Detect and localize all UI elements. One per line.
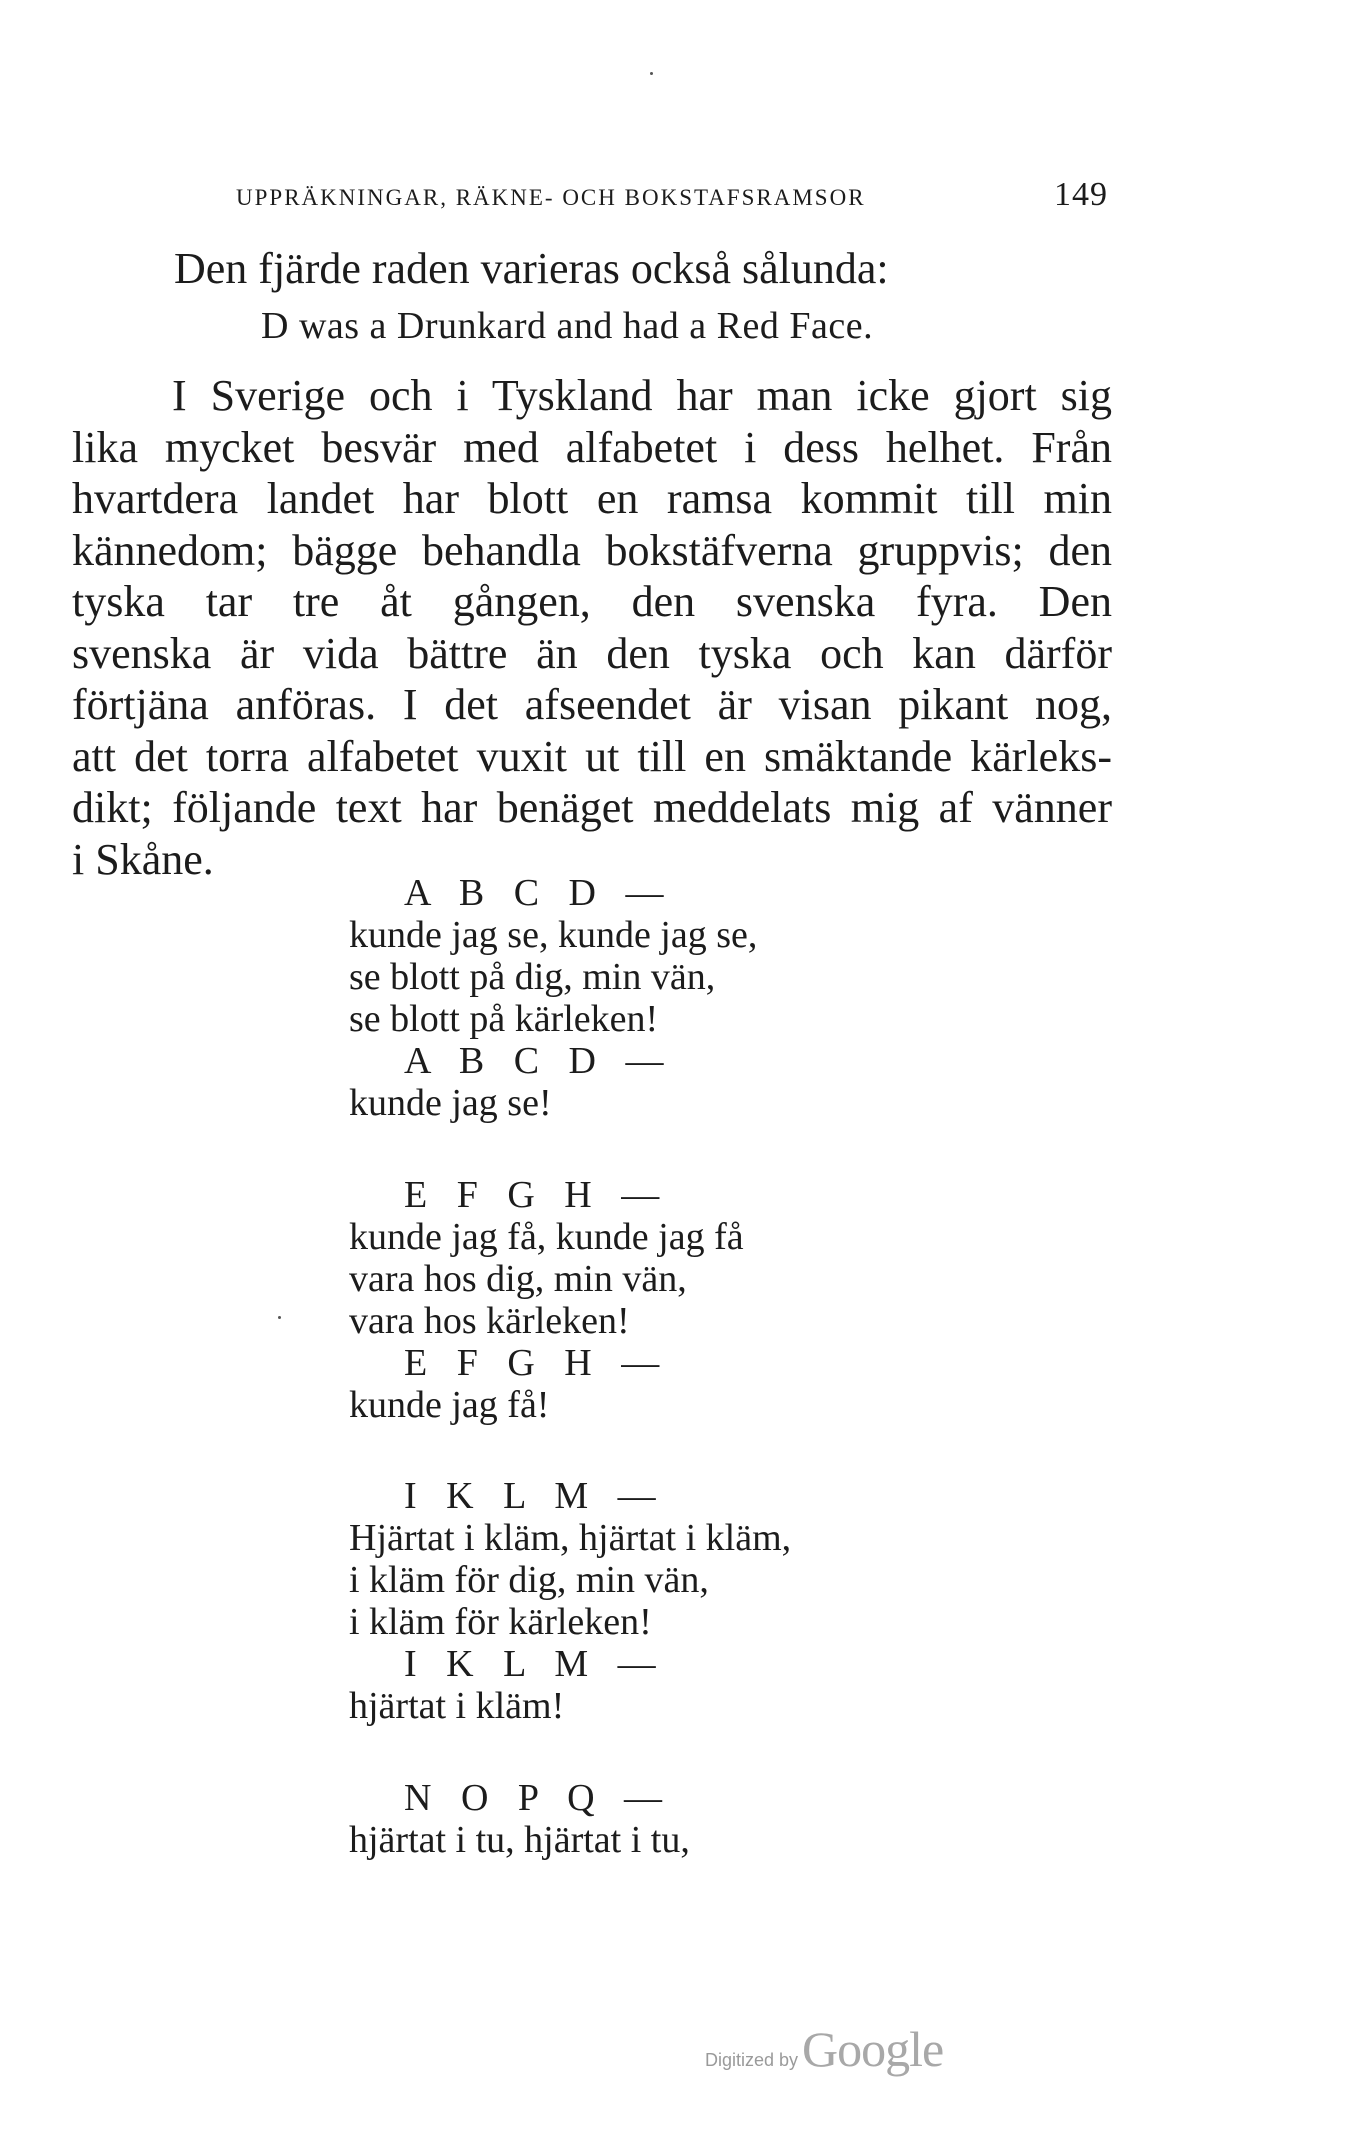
body-paragraph	[72, 370, 1112, 885]
paragraph-line: svenska är vida bättre än den tyska och kan därför	[72, 628, 1112, 678]
page-number: 149	[1054, 176, 1108, 213]
stanza-line: vara hos dig, min vän,	[349, 1258, 687, 1300]
english-example-line: D was a Drunkard and had a Red Face.	[261, 305, 874, 347]
paragraph-line: förtjäna anföras. I det afseendet är visan pikant nog,	[72, 680, 1112, 729]
google-logo: Google	[802, 2021, 944, 2077]
watermark-prefix: Digitized by	[705, 2050, 799, 2070]
paragraph-line: hvartdera landet har blott en ramsa kommit till min	[72, 474, 1112, 523]
stanza-refrain: A B C D —	[404, 1040, 674, 1082]
stanza-line: se blott på kärleken!	[349, 998, 659, 1040]
speck-mark	[650, 72, 653, 75]
stanza-line: hjärtat i tu, hjärtat i tu,	[349, 1819, 690, 1861]
running-head: UPPRÄKNINGAR, RÄKNE- OCH BOKSTAFSRAMSOR	[236, 185, 866, 210]
poem-stanza	[349, 1174, 744, 1426]
stanza-line: kunde jag se, kunde jag se,	[349, 914, 758, 956]
digitized-watermark	[705, 2020, 943, 2078]
paragraph-line: dikt; följande text har benäget meddelats mig af vänner	[72, 783, 1112, 832]
page-header	[236, 176, 1108, 220]
paragraph-line: i Skåne.	[72, 834, 214, 884]
paragraph-line: tyska tar tre åt gången, den svenska fyra. Den	[72, 577, 1112, 626]
stanza-line: i kläm för dig, min vän,	[349, 1559, 709, 1601]
stanza-refrain: I K L M —	[404, 1643, 666, 1685]
stanza-line: i kläm för kärleken!	[349, 1601, 652, 1643]
stanza-line: kunde jag se!	[349, 1082, 552, 1124]
stanza-line: vara hos kärleken!	[349, 1300, 630, 1342]
lead-line: Den fjärde raden varieras också sålunda:	[174, 244, 889, 293]
paragraph-line: I Sverige och i Tyskland har man icke gjort sig	[172, 371, 1112, 420]
stanza-refrain: I K L M —	[404, 1475, 666, 1517]
stanza-line: se blott på dig, min vän,	[349, 956, 716, 998]
speck-mark	[278, 1316, 281, 1319]
stanza-line: kunde jag få!	[349, 1384, 550, 1426]
stanza-refrain: A B C D —	[404, 872, 674, 914]
paragraph-line: lika mycket besvär med alfabetet i dess helhet. Från	[72, 422, 1112, 472]
poem-stanza	[349, 1475, 791, 1727]
poem-stanza	[349, 1777, 690, 1861]
paragraph-line: kännedom; bägge behandla bokstäfverna gruppvis; den	[72, 525, 1112, 575]
stanza-line: kunde jag få, kunde jag få	[349, 1216, 744, 1258]
stanza-line: Hjärtat i kläm, hjärtat i kläm,	[349, 1517, 792, 1559]
stanza-refrain: N O P Q —	[404, 1777, 673, 1819]
stanza-refrain: E F G H —	[404, 1174, 670, 1216]
poem-stanza	[349, 872, 757, 1124]
stanza-line: hjärtat i kläm!	[349, 1685, 565, 1727]
stanza-refrain: E F G H —	[404, 1342, 670, 1384]
paragraph-line: att det torra alfabetet vuxit ut till en smäktande kärleks-	[72, 731, 1112, 781]
